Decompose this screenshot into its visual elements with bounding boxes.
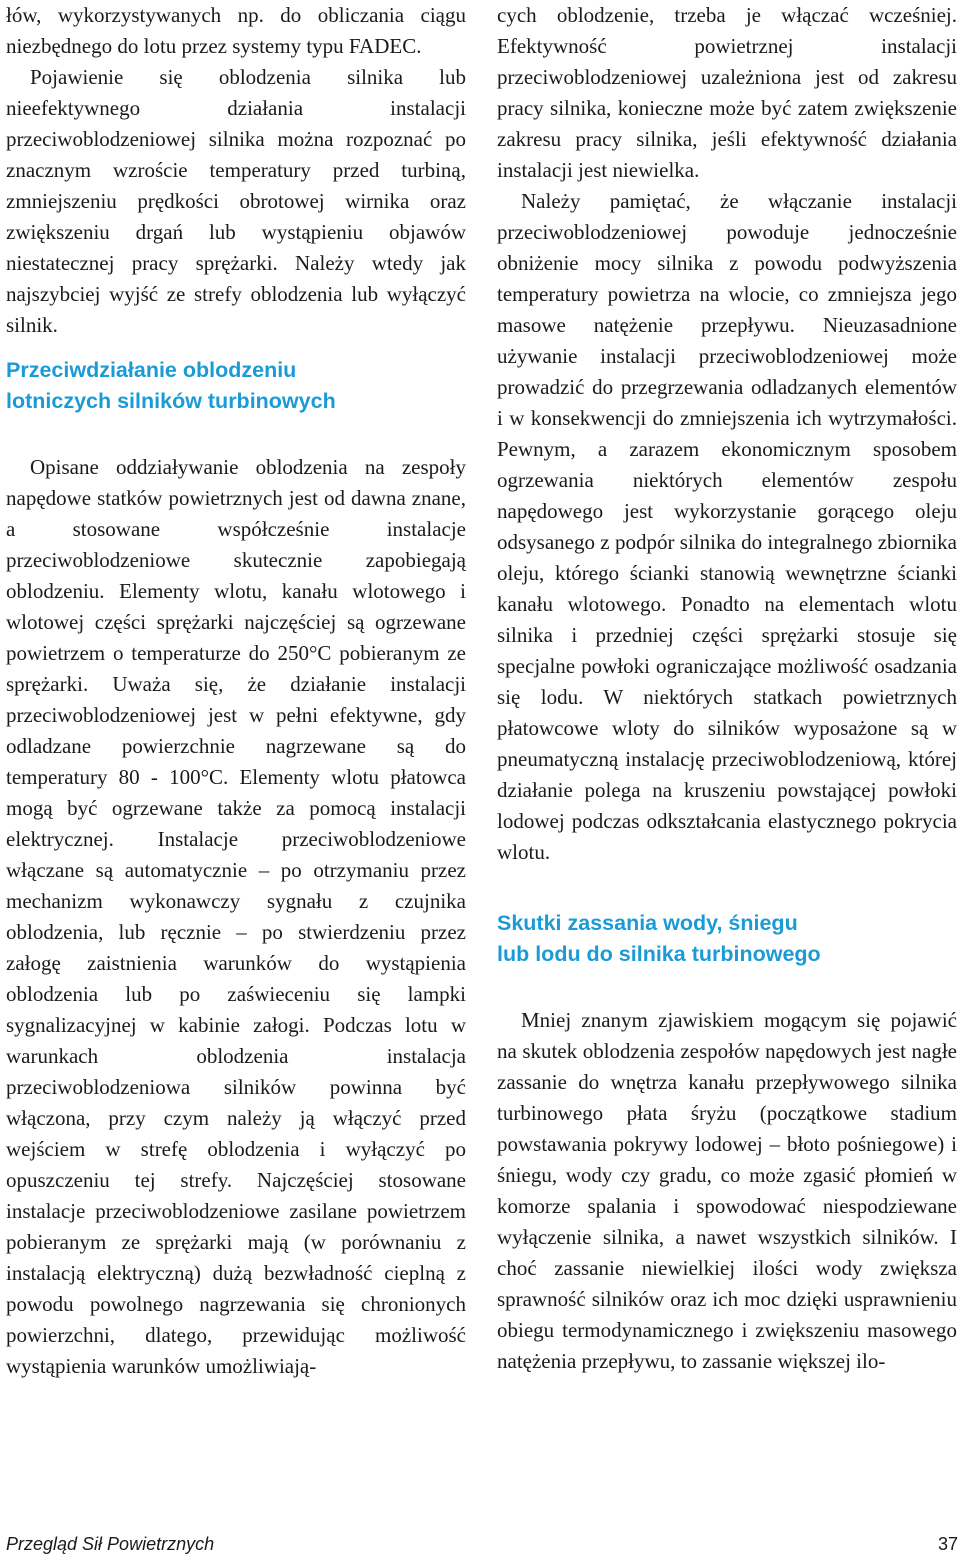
heading-line-1: Przeciwdziałanie oblodzeniu — [6, 358, 297, 382]
paragraph-anti-icing-systems: Opisane oddziaływanie oblodzenia na zespoły napędowe statków powietrznych jest od dawna znane, a stosowane współcześnie instalacje przeciwoblodzeniowe skutecznie zapobiegają oblodzeniu. Elementy wlotu, kanału wlotowego i wlotowej części sprężarki najczęściej są ogrzewane powietrzem o temperaturze do 250°C pobieranym ze sprężarki. Uważa się, że działanie instalacji przeciwoblodzeniowej jest w pełni efektywne, gdy odladzane powierzchnie nagrzewane są do temperatury 80 - 100°C. Elementy wlotu płatowca mogą być ogrzewane także za pomocą instalacji elektrycznej. Instalacje przeciwoblodzeniowe włączane są automatycznie – po otrzymaniu przez mechanizm wykonawczy sygnału z czujnika oblodzenia, lub ręcznie – po stwierdzeniu przez załogę zaistnienia warunków do wystąpienia oblodzenia lub po zaświeceniu się lampki sygnalizacyjnej w kabinie załogi. Podczas lotu w warunkach oblodzenia instalacja przeciwoblodzeniowa silników powinna być włączona, przy czym należy ją włączyć przed wejściem w strefę oblodzenia i wyłączyć po opuszczeniu tej strefy. Najczęściej stosowane instalacje przeciwoblodzeniowe zasilane powietrzem pobieranym ze sprężarki mają (w porównaniu z instalacją elektryczną) dużą bezwładność cieplną z powodu powolnego nagrzewania się chronionych powierzchni, dlatego, przewidując możliwość wystąpienia warunków umożliwiają- — [6, 455, 466, 1378]
paragraph-power-loss: Należy pamiętać, że włączanie instalacji przeciwoblodzeniowej powoduje jednocześnie obniżenie mocy silnika z powodu podwyższenia temperatury powietrza na wlocie, co zmniejsza jego masowe natężenie przepływu. Nieuzasadnione używanie instalacji przeciwoblodzeniowej może prowadzić do przegrzewania odladzanych elementów i w konsekwencji do zmniejszenia ich wytrzymałości. Pewnym, a zarazem ekonomicznym sposobem ogrzewania niektórych elementów zespołu napędowego jest wykorzystanie gorącego oleju odsysanego z podpór silnika do integralnego zbiornika oleju, którego ścianki stanowią wewnętrzne ścianki kanału wlotowego. Ponadto na elementach wlotu silnika i przedniej części sprężarki stosuje się specjalne powłoki ograniczające możliwość osadzania się lodu. W niektórych statkach powietrznych płatowcowe wloty do silników wyposażone są w pneumatyczną instalację przeciwoblodzeniową, której działanie polega na kruszeniu powstającej powłoki lodowej podczas odkształcania elastycznego pokrycia wlotu. — [497, 189, 957, 864]
heading-line-1: Skutki zassania wody, śniegu — [497, 911, 798, 935]
paragraph-icing-symptoms: Pojawienie się oblodzenia silnika lub nieefektywnego działania instalacji przeciwoblodzeniowej silnika można rozpoznać po znacznym wzroście temperatury przed turbiną, zmniejszeniu prędkości obrotowej wirnika oraz zwiększeniu drgań lub wystąpieniu objawów niestatecznej pracy sprężarki. Należy wtedy jak najszybciej wyjść ze strefy oblodzenia lub wyłączyć silnik. — [6, 65, 466, 337]
right-column — [497, 0, 957, 1377]
paragraph-continuation: cych oblodzenie, trzeba je włączać wcześniej. Efektywność powietrznej instalacji przeciwoblodzeniowej uzależniona jest od zakresu pracy silnika, konieczne może być zatem zwiększenie zakresu pracy silnika, jeśli efektywność działania instalacji jest niewielka. — [497, 3, 957, 182]
left-column — [6, 0, 466, 1382]
section-heading-ingestion — [497, 908, 957, 970]
paragraph-ingestion-effects: Mniej znanym zjawiskiem mogącym się pojawić na skutek oblodzenia zespołów napędowych jest nagłe zassanie do wnętrza kanału przepływowego silnika turbinowego płata śryżu (początkowe stadium powstawania pokrywy lodowej – błoto pośniegowe) i śniegu, wody czy gradu, co może zgasić płomień w komorze spalania i spowodować niespodziewane wyłączenie silnika, a nawet wszystkich silników. I choć zassanie niewielkiej ilości wody zwiększa sprawność silników oraz ich moc dzięki usprawnieniu obiegu termodynamicznego i zwiększeniu masowego natężenia przepływu, to zassanie większej ilo- — [497, 1008, 957, 1373]
section-heading-anti-icing — [6, 355, 466, 417]
footer-journal-title: Przegląd Sił Powietrznych — [6, 1534, 215, 1554]
footer-page-number: 37 — [937, 1534, 958, 1554]
heading-line-2: lotniczych silników turbinowych — [6, 389, 336, 413]
heading-line-2: lub lodu do silnika turbinowego — [497, 942, 821, 966]
paragraph-continuation: łów, wykorzystywanych np. do obliczania ciągu niezbędnego do lotu przez systemy typu FADEC. — [6, 3, 466, 58]
